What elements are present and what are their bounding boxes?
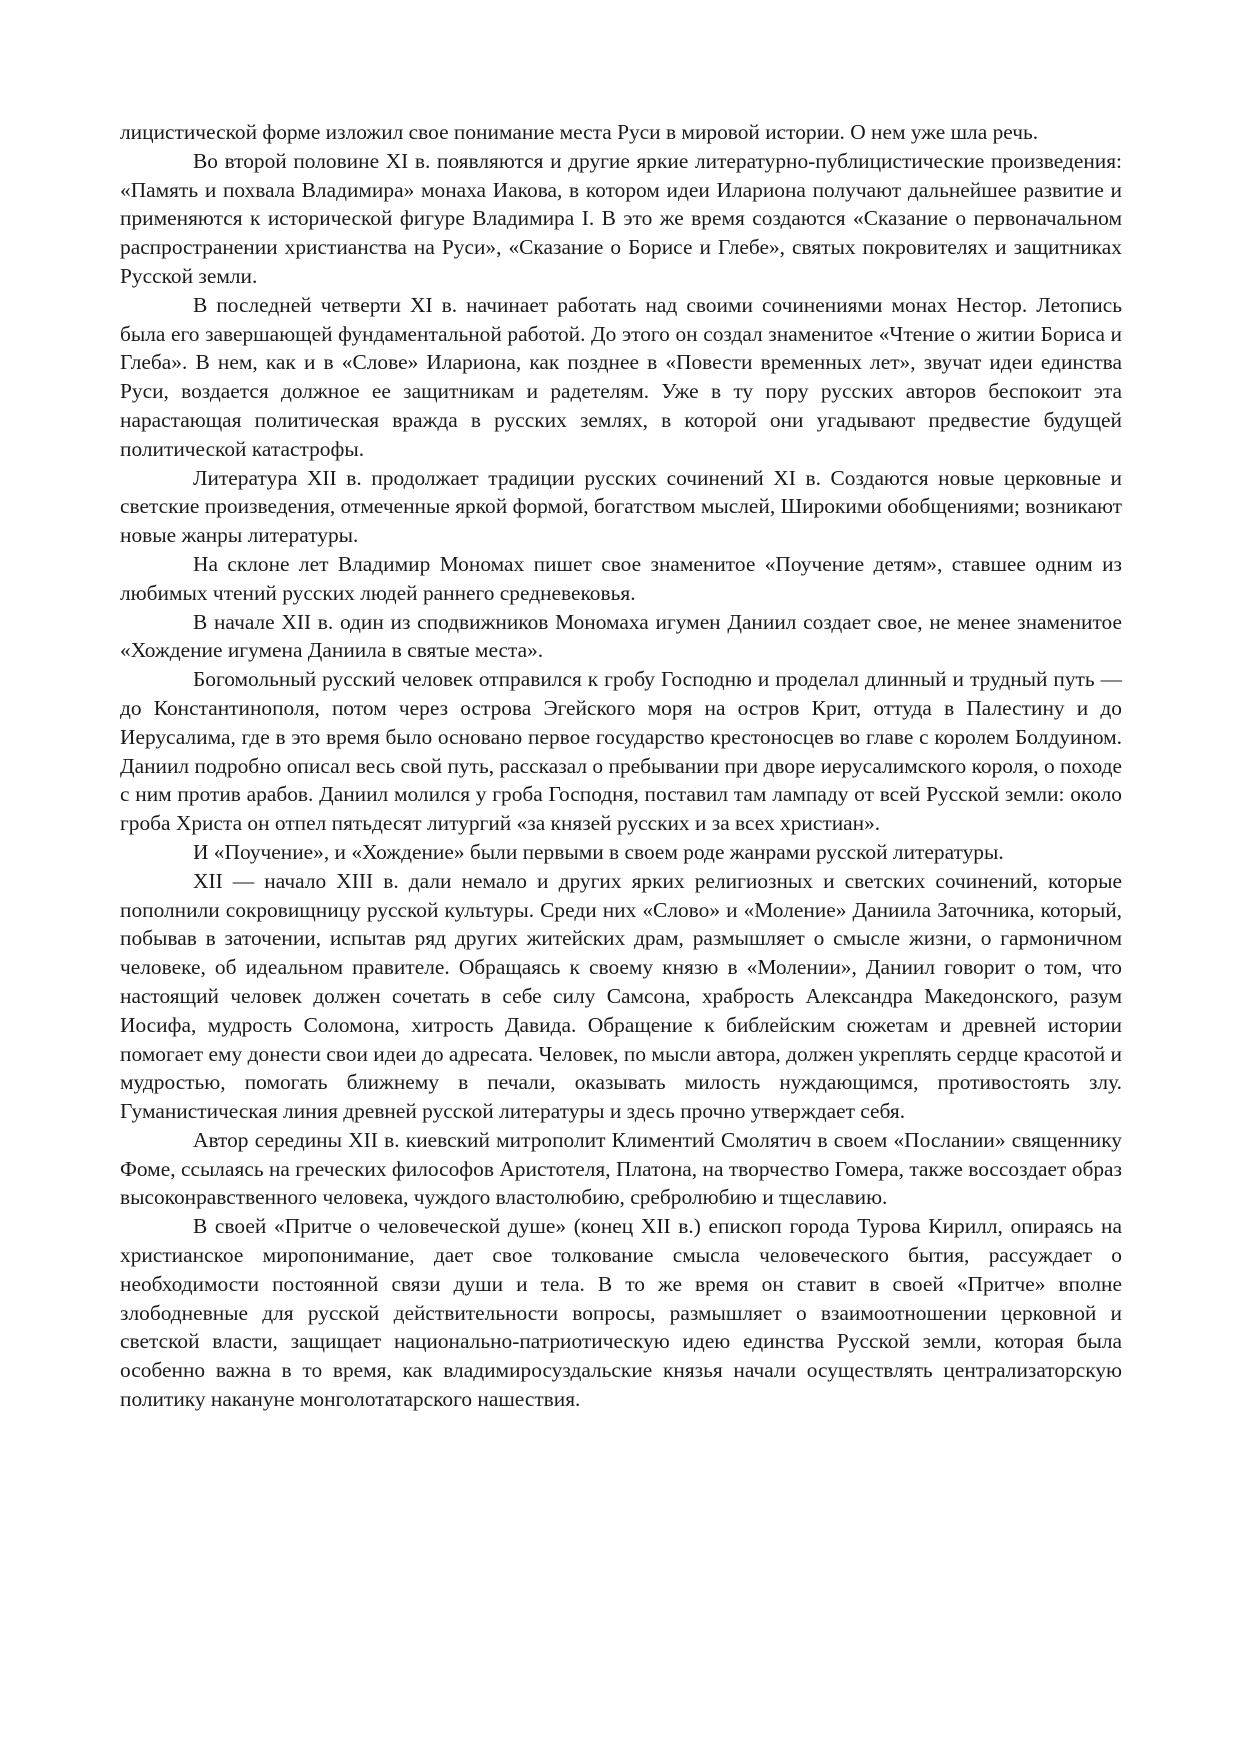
- paragraph-5: На склоне лет Владимир Мономах пишет свое знаменитое «Поучение детям», ставшее одним из любимых чтений русских людей раннего средневековья.: [120, 551, 1122, 605]
- document-page: [120, 118, 1122, 1414]
- paragraph-6: В начале XII в. один из сподвижников Мономаха игумен Даниил создает свое, не менее знаменитое «Хождение игумена Даниила в святые места».: [120, 609, 1122, 663]
- paragraph-8: И «Поучение», и «Хождение» были первыми в своем роде жанрами русской литературы.: [193, 839, 1004, 864]
- paragraph-1: лицистической форме изложил свое понимание места Руси в мировой истории. О нем уже шла речь.: [120, 120, 1039, 144]
- paragraph-7: Богомольный русский человек отправился к гробу Господню и проделал длинный и трудный путь — до Константинополя, потом через острова Эгейского моря на остров Крит, оттуда в Палестину и до Иерусалима, где в это время было основано первое государство крестоносцев во главе с королем Болдуином. Даниил подробно описал весь свой путь, рассказал о пребывании при дворе иерусалимского короля, о походе с ним против арабов. Даниил молился у гроба Господня, поставил там лампаду от всей Русской земли: около гроба Христа он отпел пятьдесят литургий «за князей русских и за всех христиан».: [120, 667, 1122, 836]
- paragraph-4: Литература XII в. продолжает традиции русских сочинений XI в. Создаются новые церковные и светские произведения, отмеченные яркой формой, богатством мыслей, Широкими обобщениями; возникают новые жанры литературы.: [120, 465, 1122, 548]
- paragraph-2: Во второй половине XI в. появляются и другие яркие литературно-публицистические произведения: «Память и похвала Владимира» монаха Иакова, в котором идеи Илариона получают дальнейшее развитие и применяются к исторической фигуре Владимира I. В это же время создаются «Сказание о первоначальном распространении христианства на Руси», «Сказание о Борисе и Глебе», святых покровителях и защитниках Русской земли.: [120, 148, 1122, 288]
- paragraph-10: Автор середины XII в. киевский митрополит Климентий Смолятич в своем «Послании» священнику Фоме, ссылаясь на греческих философов Аристотеля, Платона, на творчество Гомера, также воссоздает образ высоконравственного человека, чуждого властолюбию, сребролюбию и тщеславию.: [120, 1127, 1122, 1210]
- paragraph-3: В последней четверти XI в. начинает работать над своими сочинениями монах Нестор. Летопись была его завершающей фундаментальной работой. До этого он создал знаменитое «Чтение о житии Бориса и Глеба». В нем, как и в «Слове» Илариона, как позднее в «Повести временных лет», звучат идеи единства Руси, воздается должное ее защитникам и радетелям. Уже в ту пору русских авторов беспокоит эта нарастающая политическая вражда в русских землях, в которой они угадывают предвестие будущей политической катастрофы.: [120, 292, 1122, 461]
- paragraph-11: В своей «Притче о человеческой душе» (конец XII в.) епископ города Турова Кирилл, опираясь на христианское миропонимание, дает свое толкование смысла человеческого бытия, рассуждает о необходимости постоянной связи души и тела. В то же время он ставит в своей «Притче» вполне злободневные для русской действительности вопросы, размышляет о взаимоотношении церковной и светской власти, защищает национально-патриотическую идею единства Русской земли, которая была особенно важна в то время, как владимиросуздальские князья начали осуществлять централизаторскую политику накануне монголотатарского нашествия.: [120, 1214, 1122, 1412]
- paragraph-9: XII — начало XIII в. дали немало и других ярких религиозных и светских сочинений, которые пополнили сокровищницу русской культуры. Среди них «Слово» и «Моление» Даниила Заточника, который, побывав в заточении, испытав ряд других житейских драм, размышляет о смысле жизни, о гармоничном человеке, об идеальном правителе. Обращаясь к своему князю в «Молении», Даниил говорит о том, что настоящий человек должен сочетать в себе силу Самсона, храбрость Александра Македонского, разум Иосифа, мудрость Соломона, хитрость Давида. Обращение к библейским сюжетам и древней истории помогает ему донести свои идеи до адресата. Человек, по мысли автора, должен укреплять сердце красотой и мудростью, помогать ближнему в печали, оказывать милость нуждающимся, противостоять злу. Гуманистическая линия древней русской литературы и здесь прочно утверждает себя.: [120, 868, 1122, 1124]
